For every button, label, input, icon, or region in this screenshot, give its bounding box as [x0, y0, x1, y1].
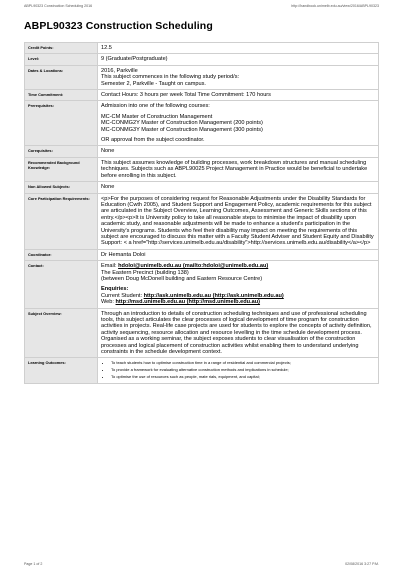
row-non-allowed [25, 182, 379, 193]
value-credit-points: 12.5 [98, 43, 379, 54]
print-timestamp: 02/08/2016 3:27 P.M. [345, 562, 379, 566]
learning-outcomes-list [101, 360, 375, 379]
label-core-participation: Core Participation Requirements: [25, 193, 98, 249]
value-contact [98, 261, 379, 308]
value-subject-overview: Through an introduction to details of construction scheduling techniques and use of professional scheduling tools, this subject articulates the clear processes of logical development of time program for construction activities in projects. Real-life case projects are used for students to explore the concepts of activity definition, activity sequencing, resource allocation and resource levelling in the time schedule development process. Organised as a working seminar, the subject exposes students to clear visualisation of the construction processes and logical placement of construction activities whilst enabling them to understand underlying constraints in the schedule development context. [98, 308, 379, 358]
prereq-line-3: MC-CONMG2Y Master of Construction Management (200 points) [101, 120, 263, 127]
value-level: 9 (Graduate/Postgraduate) [98, 54, 379, 65]
row-core-participation [25, 193, 379, 249]
row-dates [25, 65, 379, 89]
header-url: http://handbook.unimelb.edu.au/view/2016/ABPL90323 [291, 4, 379, 8]
subject-info-table [24, 42, 379, 384]
web-prefix: Web: [101, 299, 116, 306]
dates-line-2: This subject commences in the following study period/s: [101, 74, 240, 81]
page-header [24, 4, 379, 8]
label-background-knowledge: Recommended Background Knowledge: [25, 157, 98, 181]
prereq-line-1: Admission into one of the following courses: [101, 103, 210, 110]
value-non-allowed: None [98, 182, 379, 193]
value-time-commitment: Contact Hours: 3 hours per week Total Time Commitment: 170 hours [98, 90, 379, 101]
list-item: • To provide a framework for evaluating alternative construction methods and implications in schedule; [111, 367, 375, 372]
page-title: ABPL90323 Construction Scheduling [24, 20, 213, 32]
email-link[interactable]: hdoloi@unimelb.edu.au (mailto:hdoloi@unimelb.edu.au) [118, 263, 269, 270]
prereq-line-5: OR approval from the subject coordinator. [101, 137, 205, 144]
current-student-link[interactable]: http://ask.unimelb.edu.au (http://ask.unimelb.edu.au) [143, 292, 284, 299]
email-prefix: Email: [101, 263, 119, 270]
label-learning-outcomes: Learning Outcomes: [25, 358, 98, 384]
page-number: Page 1 of 2 [24, 562, 43, 566]
label-dates: Dates & Locations: [25, 65, 98, 89]
list-item: • To teach students how to optimise construction time in a range of residential and commercial projects; [111, 360, 375, 365]
label-credit-points: Credit Points: [25, 43, 98, 54]
web-link[interactable]: http://msd.unimelb.edu.au (http://msd.unimelb.edu.au) [115, 299, 261, 306]
contact-address-1: The Eastern Precinct (building 138) [101, 269, 189, 276]
value-coordinator: Dr Hemanta Doloi [98, 249, 379, 260]
value-learning-outcomes [98, 358, 379, 384]
label-time-commitment: Time Commitment: [25, 90, 98, 101]
row-time-commitment [25, 90, 379, 101]
value-prerequisites [98, 101, 379, 146]
row-prerequisites [25, 101, 379, 146]
label-non-allowed: Non Allowed Subjects: [25, 182, 98, 193]
enquiries-heading: Enquiries: [101, 286, 129, 293]
header-left-text: ABPL90323 Construction Scheduling 2016 [24, 4, 93, 8]
value-core-participation: <p>For the purposes of considering request for Reasonable Adjustments under the Disability Standards for Education (Cwth 2005), and Student Support and Engagement Policy, academic requirements for this subject are articulated in the Subject Overview, Learning Outcomes, Assessment and Generic Skills sections of this entry.</p><p>It is University policy to take all reasonable steps to minimise the impact of disability upon academic study, and reasonable adjustments will be made to enhance a student's participation in the University's programs. Students who feel their disability may impact on meeting the requirements of this subject are encouraged to discuss this matter with a Faculty Student Adviser and Student Equity and Disability Support: < a href="http://services.unimelb.edu.au/disability">http://services.unimelb.edu.au/disability</a></p> [98, 193, 379, 249]
dates-line-1: 2016, Parkville [101, 67, 138, 74]
row-subject-overview [25, 308, 379, 358]
row-coordinator [25, 249, 379, 260]
contact-address-2: (between Doug McDonell building and Eastern Resource Centre) [101, 275, 263, 282]
row-credit-points [25, 43, 379, 54]
current-student-prefix: Current Student: [101, 292, 144, 299]
label-coordinator: Coordinator: [25, 249, 98, 260]
dates-line-3: Semester 2, Parkville - Taught on campus. [101, 80, 206, 87]
label-subject-overview: Subject Overview: [25, 308, 98, 358]
value-dates [98, 65, 379, 89]
row-corequisites [25, 146, 379, 157]
row-background-knowledge [25, 157, 379, 181]
contact-web-line [101, 299, 375, 305]
value-background-knowledge: This subject assumes knowledge of building processes, work breakdown structures and manual scheduling techniques. Subjects such as ABPL90025 Project Management in Practice would be beneficial to undertake before enrolling in this subject. [98, 157, 379, 181]
row-level [25, 54, 379, 65]
row-contact [25, 261, 379, 308]
page-footer [24, 562, 379, 566]
prereq-line-4: MC-CONMG3Y Master of Construction Management (300 points) [101, 126, 263, 133]
label-level: Level: [25, 54, 98, 65]
prereq-line-2: MC-CM Master of Construction Management [101, 113, 213, 120]
label-contact: Contact: [25, 261, 98, 308]
value-corequisites: None [98, 146, 379, 157]
label-prerequisites: Prerequisites: [25, 101, 98, 146]
row-learning-outcomes [25, 358, 379, 384]
label-corequisites: Corequisites: [25, 146, 98, 157]
list-item: • To optimise the use of resources such as people, mate rials, equipment, and capital; [111, 374, 375, 379]
